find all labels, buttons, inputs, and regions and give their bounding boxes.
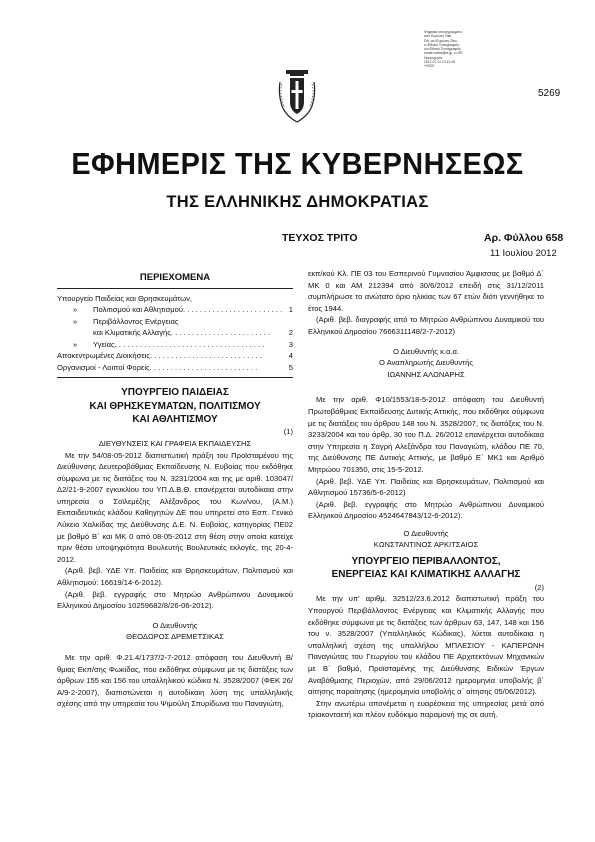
stamp-line: Ψηφιακά υπογεγραμμένο bbox=[424, 30, 463, 34]
digital-signature-stamp bbox=[424, 30, 504, 69]
table-of-contents bbox=[57, 293, 293, 374]
divider bbox=[57, 288, 293, 289]
toc-row bbox=[57, 350, 293, 362]
toc-label: Υγείας bbox=[93, 339, 115, 349]
toc-label: Υπουργείο Παιδείας και Θρησκευμάτων, bbox=[57, 293, 192, 303]
issue-type: ΤΕΥΧΟΣ ΤΡΙΤΟ bbox=[282, 232, 358, 244]
divider bbox=[57, 377, 293, 378]
paragraph: Με την αριθ. Φ10/1553/18-5-2012 απόφαση του Διευθυντή Πρωτοβάθμιας Εκπαίδευσης Δυτικής Αττικής, που εκδόθηκε σύμφωνα με τις διατάξεις του άρθρου 148 του Ν. 3528/2007, τις διατάξεις του Ν. 3233/2004 και του άρθρ. 30 του Π.Δ. 26/2012 επανέρχεται αυτοδίκαια στην Υπηρεσία η Σαγρή Αλεξάνδρα του Παναγιώτη, κλάδου ΠΕ 70, της Διεύθυνσης ΠΕ Δυτικής Αττικής, με βαθμό Ε΄ ΜΚ1 και Αριθμό Μητρώου 701350, στις 15-5-2012. bbox=[308, 395, 544, 474]
signature-name: ΚΩΝΣΤΑΝΤΙΝΟΣ ΑΡΚΙΤΣΑΙΟΣ bbox=[373, 540, 479, 550]
ditto-mark: » bbox=[72, 339, 78, 349]
toc-label: Πολιτισμού και Αθλητισμού bbox=[93, 305, 184, 315]
toc-leader: . . . . . . . . . . . . . . . . . . . . . . . . bbox=[183, 305, 283, 315]
section-heading: ΔΙΕΥΘΥΝΣΕΙΣ ΚΑΙ ΓΡΑΦΕΙΑ ΕΚΠΑΙΔΕΥΣΗΣ bbox=[98, 438, 252, 448]
stamp-line: email=ezika@et.gr, c=GR bbox=[424, 51, 463, 56]
stamp-line: ou=Εθνικό Τυπογραφείο, bbox=[424, 47, 462, 52]
toc-page: 1 bbox=[288, 305, 293, 315]
signature-name: ΙΩΑΝΝΗΣ ΑΛΩΝΑΡΗΣ bbox=[387, 369, 465, 379]
ministry-heading-line: ΕΝΕΡΓΕΙΑΣ ΚΑΙ ΚΛΙΜΑΤΙΚΗΣ ΑΛΛΑΓΗΣ bbox=[331, 569, 521, 581]
toc-label: Αποκεντρωμένες Διοικήσεις bbox=[57, 351, 151, 361]
ministry-heading bbox=[308, 555, 544, 582]
toc-label: Οργανισμοί - Λοιποί Φορείς bbox=[57, 362, 150, 372]
stamp-line: από Ευρώπη Ζίκα bbox=[424, 34, 452, 39]
issue-date: 11 Ιουλίου 2012 bbox=[490, 248, 557, 259]
greek-coat-of-arms-icon bbox=[276, 64, 318, 126]
ditto-mark: » bbox=[72, 305, 78, 315]
note-number: (1) bbox=[283, 427, 293, 437]
signature-role: Ο Αναπληρωτής Διευθυντής bbox=[378, 358, 474, 368]
toc-row bbox=[57, 339, 293, 351]
toc-row bbox=[57, 327, 293, 339]
paragraph: Στην ανωτέρω απονέμεται η ευαρέσκεια της υπηρεσίας μετά από τριακονταετή και πλέον ευδόκιμο παραμονή της σε αυτή. bbox=[308, 698, 544, 720]
toc-page: 2 bbox=[288, 328, 293, 338]
ministry-heading-line: ΥΠΟΥΡΓΕΙΟ ΠΑΙΔΕΙΑΣ bbox=[121, 387, 229, 399]
paragraph: (Αριθ. βεβ. διαγραφής από το Μητρώο Ανθρώπινου Δυναμικού του Ελληνικού Δημοσίου 7666311148/2-7-2012) bbox=[308, 315, 544, 336]
ministry-heading-line: ΚΑΙ ΘΡΗΣΚΕΥΜΑΤΩΝ, ΠΟΛΙΤΙΣΜΟΥ bbox=[89, 400, 261, 412]
toc-row bbox=[57, 316, 293, 328]
left-column bbox=[57, 268, 293, 710]
paragraph: (Αριθ. βεβ. εγγραφής στο Μητρώο Ανθρώπινου Δυναμικού Ελληνικού Δημοσίου 10259682/8/26-06-2012). bbox=[57, 589, 293, 611]
toc-row bbox=[57, 362, 293, 374]
toc-heading: ΠΕΡΙΕΧΟΜΕΝΑ bbox=[139, 272, 211, 283]
note-number: (2) bbox=[534, 582, 544, 592]
ditto-mark: » bbox=[72, 316, 78, 326]
paragraph: (Αριθ. βεβ. ΥΔΕ Υπ. Παιδείας και Θρησκευμάτων, Πολιτισμού και Αθλητισμού 15736/5-6-2012) bbox=[308, 476, 544, 498]
toc-row bbox=[57, 304, 293, 316]
paragraph: (Αριθ. βεβ. ΥΔΕ Υπ. Παιδείας και Θρησκευμάτων, Πολιτισμού και Αθλητισμού: 16619/14-6-2012). bbox=[57, 566, 293, 588]
toc-leader: . . . . . . . . . . . . . . . . . . . . . . . . . . . . . . . . . . . . bbox=[114, 339, 265, 349]
right-column bbox=[308, 268, 544, 721]
toc-label: Περιβάλλοντος Ενέργειας bbox=[93, 316, 179, 326]
stamp-line: 2012.07.12 10:12:49 bbox=[424, 60, 456, 65]
toc-page: 5 bbox=[288, 362, 293, 372]
toc-leader: . . . . . . . . . . . . . . . . . . . . . . . . . . . bbox=[150, 351, 262, 361]
toc-leader: . . . . . . . . . . . . . . . . . . . . . . . . . . bbox=[149, 362, 258, 372]
signature-name: ΘΕΟΔΩΡΟΣ ΔΡΕΜΕΤΣΙΚΑΣ bbox=[126, 632, 224, 642]
page-number: 5269 bbox=[538, 88, 561, 99]
stamp-line: o=Εθνικό Τυπογραφείο, bbox=[424, 42, 460, 47]
paragraph: Με την 54/08-05-2012 διαπιστωτική πράξη του Προϊσταμένου της Διεύθυνσης Δευτεροβάθμιας Εκπαίδευσης Ν. Ευβοίας που εκδόθηκε σύμφωνα με τις διατάξεις του Ν. 3231/2004 και της με αριθ. 103047/Δ2/21-9-2007 εγκυκλίου του ΥΠ.Δ.Β.Θ. επανέρχεται αυτοδίκαια στην υπηρεσία ο Σοϊλεμέζης Αλέξανδρος του Κων/νου, (Α.Μ.) Εκπαιδευτικός κλάδου Καθηγητών ΔΕ που υπηρετεί στο Εσπ. Γενικό Λύκειο Χαλκίδας της Διεύθυνσης Δ.Ε. Ν. Ευβοίας, κατηγορίας ΠΕ02 με βαθμό Β΄ και ΜΚ 0 από 08-05-2012 στη θέση στην οποία κατείχε πριν θέσει υποψηφιότητα Βουλευτής Βουλευτικές εκλογές, της 20-4-2012. bbox=[57, 450, 293, 564]
sheet-number: Αρ. Φύλλου 658 bbox=[484, 232, 564, 244]
toc-row bbox=[57, 293, 293, 305]
stamp-line: Ημερομηνία: bbox=[424, 55, 443, 60]
stamp-line: +03'00' bbox=[424, 64, 435, 69]
toc-leader: . . . . . . . . . . . . . . . . . . . . . . . . bbox=[170, 328, 271, 338]
gazette-subtitle: ΤΗΣ ΕΛΛΗΝΙΚΗΣ ΔΗΜΟΚΡΑΤΙΑΣ bbox=[166, 193, 429, 211]
signature-title: Ο Διευθυντής κ.α.α. bbox=[393, 346, 459, 356]
toc-label: και Κλιματικής Αλλαγής bbox=[93, 328, 171, 338]
paragraph: Με την αριθ. Φ.21.4/1737/2-7-2012 απόφαση του Διευθυντή Β/θμιας Εκπ/σης Φωκίδας, που εκδόθηκε σύμφωνα με τις διατάξεις των άρθρων 155 και 156 του υπαλληλικού κώδικα Ν. 3528/2007 (ΦΕΚ 26/Α/9-2-2007), διαπιστώνεται η αυτοδίκαιη λύση της υπαλληλικής σχέσης από την υπηρεσία του Ψιμούλη Σπυρίδωνα του Παναγιώτη, bbox=[57, 653, 293, 709]
toc-page: 4 bbox=[288, 351, 293, 361]
signature-title: Ο Διευθυντής bbox=[152, 620, 198, 630]
paragraph: (Αριθ. βεβ. εγγραφής στο Μητρώο Ανθρώπινου Δυναμικού Ελληνικού Δημοσίου 4524647843/12-6-2012). bbox=[308, 499, 544, 521]
paragraph: εκπ/κού Κλ. ΠΕ 03 του Εσπερινού Γυμνασίου Άμφισσας με βαθμό Δ΄ ΜΚ 0 και ΑΜ 212394 από 30/6/2012 επειδή στις 31/12/2011 συμπλήρωσε το ανώτατο όριο ηλικίας των 67 ετών διότι γεννήθηκε το έτος 1944. bbox=[308, 269, 544, 313]
paragraph: Με την υπ' αριθμ. 32512/23.6.2012 διαπιστωτική πράξη του Υπουργού Περιβάλλοντος Ενέργειας και Κλιματικής Αλλαγής που εκδόθηκε σύμφωνα με τις διατάξεις των άρθρων 63, 147, 148 και 156 του ν. 3528/2007 (Υπαλληλικός Κώδικας), λύεται αυτοδίκαια η υπαλληλική σχέση της υπαλλήλου ΜΠΛΕΣΙΟΥ - ΚΑΠΕΡΩΝΗ Παναγιώτας του Γεωργίου του κλάδου ΠΕ Αρχιτεκτόνων Μηχανικών με Β΄ βαθμό, Προϊσταμένης της Διεύθυνσης Ειδικών Έργων Αναβάθμισης Περιοχών, από 29/06/2012 ημερομηνία υποβολής β΄ αίτησης παραίτησης (ημερομηνία υποβολής α΄ αίτησης 05/06/2012). bbox=[308, 594, 544, 697]
ministry-heading-line: ΥΠΟΥΡΓΕΙΟ ΠΕΡΙΒΑΛΛΟΝΤΟΣ, bbox=[351, 556, 501, 568]
ministry-heading-line: ΚΑΙ ΑΘΛΗΤΙΣΜΟΥ bbox=[132, 413, 218, 425]
gazette-title: ΕΦΗΜΕΡΙΣ ΤΗΣ ΚΥΒΕΡΝΗΣΕΩΣ bbox=[71, 146, 524, 181]
signature-title: Ο Διευθυντής bbox=[403, 528, 449, 538]
ministry-heading bbox=[57, 386, 293, 426]
stamp-line: DN: cn=Ευρώπη Ζίκα, bbox=[424, 38, 458, 43]
toc-page: 3 bbox=[288, 339, 293, 349]
